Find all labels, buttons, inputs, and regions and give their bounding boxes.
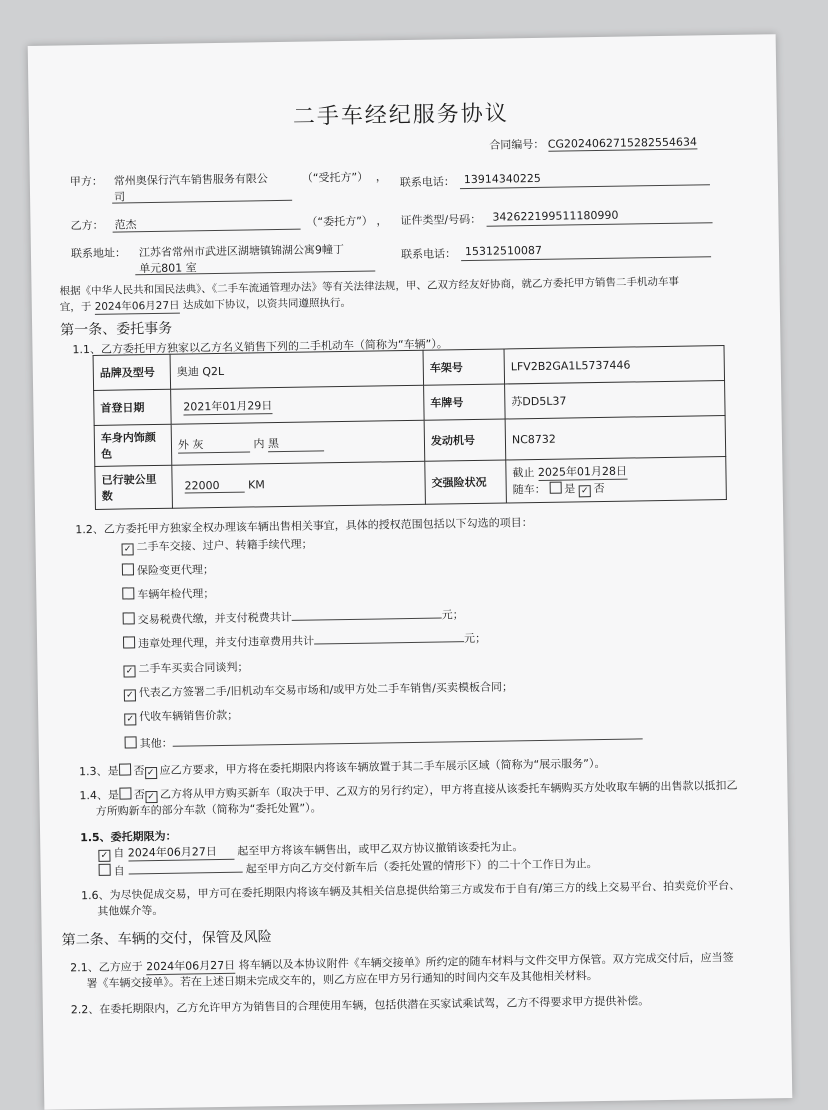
contract-number xyxy=(489,133,697,152)
authority-item xyxy=(122,585,214,602)
clause-1-1: 1.1、乙方委托甲方独家以乙方名义销售下列的二手机动车（简称为“车辆”）。 xyxy=(72,337,448,357)
vehicle-info-table xyxy=(93,345,727,510)
party-a-name-cont: 司 xyxy=(113,190,126,204)
authority-label: 车辆年检代理； xyxy=(137,587,215,602)
term-1-checkbox[interactable]: ✓ xyxy=(98,850,110,862)
engine-value: NC8732 xyxy=(505,416,726,460)
authority-label: 保险变更代理； xyxy=(136,563,215,578)
color-label: 车身内饰颜色 xyxy=(94,424,172,466)
preamble-line-2 xyxy=(60,295,351,316)
reg-date-value: 2021年01月29日 xyxy=(183,398,273,414)
insurance-label: 交强险状况 xyxy=(425,460,507,504)
clause-1-4 xyxy=(79,777,737,804)
clause-text: 2.1、乙方应于 xyxy=(70,960,143,975)
c14-yes-checkbox[interactable] xyxy=(119,787,131,799)
authority-checkbox[interactable] xyxy=(122,563,134,575)
document-title: 二手车经纪服务协议 xyxy=(292,101,510,130)
authority-item xyxy=(121,536,312,556)
insurance-until-prefix: 截止 xyxy=(512,466,535,480)
authority-label: 二手车买卖合同谈判； xyxy=(138,660,249,676)
authority-checkbox[interactable] xyxy=(123,612,135,624)
authority-checkbox[interactable] xyxy=(122,587,134,599)
mileage-cell xyxy=(172,461,426,508)
vin-value: LFV2B2GA1L5737446 xyxy=(504,346,725,384)
address-label: 联系地址： xyxy=(70,246,127,261)
insurance-yes-checkbox[interactable] xyxy=(549,482,561,494)
comma: ， xyxy=(375,170,387,184)
mileage-unit: KM xyxy=(248,478,265,492)
c14-no-checkbox[interactable]: ✓ xyxy=(145,791,157,803)
fill-in-blank[interactable] xyxy=(314,629,464,644)
insurance-cell xyxy=(506,457,727,503)
authority-checkbox[interactable]: ✓ xyxy=(124,689,136,701)
authority-item xyxy=(124,678,513,701)
yes-label: 是 xyxy=(564,482,576,496)
clause-1-6-cont: 其他媒介等。 xyxy=(97,903,164,918)
authority-label: 代收车辆销售价款； xyxy=(139,708,239,724)
authority-label: 交易税费代缴，并支付税费共计 xyxy=(137,610,292,627)
party-a-name: 常州奥保行汽车销售服务有限公 xyxy=(113,172,268,188)
id-type-label: 证件类型/号码： xyxy=(400,212,482,228)
currency-suffix: 元； xyxy=(463,631,487,646)
reg-date-label: 首登日期 xyxy=(94,389,172,425)
party-b-phone-label: 联系电话： xyxy=(400,247,457,262)
fill-in-blank[interactable] xyxy=(173,726,643,746)
clause-number: 1.4、是 xyxy=(79,788,120,803)
contract-page xyxy=(28,34,793,1110)
mileage-label: 已行驶公里数 xyxy=(95,465,173,509)
fill-in-blank[interactable] xyxy=(292,606,442,621)
authority-item xyxy=(123,659,248,678)
preamble-text: 宜，于 xyxy=(59,300,92,314)
contract-number-value: CG2024062715282554634 xyxy=(547,135,698,151)
reg-date-cell xyxy=(171,385,425,424)
authority-label: 违章处理代理，并支付违章费用共计 xyxy=(137,634,315,651)
clause-text: 应乙方要求，甲方将在委托期限内将该车辆放置于其二手车展示区域（简称为“展示服务”）。 xyxy=(159,756,606,777)
interior-prefix: 内 xyxy=(253,436,265,450)
term-text: 起至甲方将该车辆售出，或甲乙双方协议撤销该委托为止。 xyxy=(237,840,524,858)
c13-yes-checkbox[interactable] xyxy=(118,763,130,775)
interior-color: 黑 xyxy=(268,434,324,452)
clause-number: 1.3、是 xyxy=(78,764,119,779)
party-b-role: （“委托方”） xyxy=(306,214,373,229)
with-car-label: 随车： xyxy=(512,482,546,497)
no-label: 否 xyxy=(133,764,145,778)
preamble-text: 达成如下协议，以资共同遵照执行。 xyxy=(182,296,352,312)
clause-2-2: 2.2、在委托期限内，乙方允许甲方为销售目的合理使用车辆，包括供潜在买家试乘试驾，乙方不得要求甲方提供补偿。 xyxy=(70,994,650,1017)
article-2-title: 第二条、车辆的交付，保管及风险 xyxy=(61,929,272,949)
brand-label: 品牌及型号 xyxy=(93,354,171,390)
c13-no-checkbox[interactable]: ✓ xyxy=(145,767,157,779)
authority-label: 代表乙方签署二手/旧机动车交易市场和/或甲方处二手车销售/买卖模板合同； xyxy=(138,680,514,700)
authority-checkbox[interactable]: ✓ xyxy=(124,713,136,725)
authority-checkbox[interactable] xyxy=(123,636,135,648)
authority-item xyxy=(123,605,464,627)
contract-number-label: 合同编号： xyxy=(489,137,545,152)
plate-value: 苏DD5L37 xyxy=(505,381,726,419)
party-a-phone: 13914340225 xyxy=(463,171,541,187)
insurance-with-car xyxy=(513,478,720,498)
term-2-checkbox[interactable] xyxy=(99,864,111,876)
from-label: 自 xyxy=(113,864,125,878)
authority-checkbox[interactable]: ✓ xyxy=(122,543,134,555)
engine-label: 发动机号 xyxy=(424,419,506,461)
address-line-1: 江苏省常州市武进区湖塘镇锦湖公寓9幢丁 xyxy=(138,242,345,260)
authority-checkbox[interactable] xyxy=(125,736,137,748)
party-b-name: 范杰 xyxy=(114,218,137,232)
authority-item xyxy=(123,629,486,652)
clause-1-6: 1.6、为尽快促成交易，甲方可在委托期限内将该车辆及其相关信息提供给第三方或发布于自有/第三方的线上交易平台、拍卖竞价平台、 xyxy=(80,878,741,903)
address-line-2: 单元801 室 xyxy=(139,261,197,276)
clause-1-2: 1.2、乙方委托甲方独家全权办理该车辆出售相关事宜，具体的授权范围包括以下勾选的项目： xyxy=(75,516,533,537)
party-a-label: 甲方： xyxy=(69,174,103,189)
authority-item xyxy=(124,707,238,726)
color-cell xyxy=(171,420,425,465)
vin-label: 车架号 xyxy=(423,349,505,385)
clause-1-3 xyxy=(79,755,606,780)
authority-label: 其他： xyxy=(139,736,173,751)
party-a-role: （“受托方”） xyxy=(301,170,369,185)
party-b-label: 乙方： xyxy=(70,218,104,233)
clause-text: 将车辆以及本协议附件《车辆交接单》所约定的随车材料与文件交甲方保管。双方完成交付后，应当签 xyxy=(238,950,734,972)
mileage-value: 22000 xyxy=(185,479,245,494)
comma: ， xyxy=(376,214,388,228)
agreement-date: 2024年06月27日 xyxy=(94,299,180,313)
currency-suffix: 元； xyxy=(441,608,464,622)
insurance-no-checkbox[interactable]: ✓ xyxy=(579,485,591,497)
term-start-date: 2024年06月27日 xyxy=(128,843,234,862)
party-a-phone-label: 联系电话： xyxy=(399,175,455,190)
party-b-id: 342622199511180990 xyxy=(492,208,619,224)
clause-1-4-cont: 方所购新车的部分车款（简称为“委托处置”）。 xyxy=(95,801,322,818)
clause-2-1-cont: 署《车辆交接单》。若在上述日期未完成交车的，则乙方应在甲方另行通知的时间内交车及其他相关材料。 xyxy=(86,969,598,991)
no-label: 否 xyxy=(133,788,146,802)
authority-checkbox[interactable]: ✓ xyxy=(123,665,135,677)
from-label: 自 xyxy=(113,846,125,860)
exterior-color: 外 灰 xyxy=(178,435,250,453)
authority-item xyxy=(125,726,643,751)
authority-label: 二手车交接、过户、转籍手续代理； xyxy=(136,537,313,554)
authority-item xyxy=(122,561,214,578)
brand-value: 奥迪 Q2L xyxy=(170,350,424,389)
clause-text: 乙方将从甲方购买新车（取决于甲、乙双方的另行约定），甲方将直接从该委托车辆购买方处收取车辆的出售款以抵扣乙 xyxy=(159,778,738,801)
plate-label: 车牌号 xyxy=(424,384,506,420)
table-row xyxy=(95,457,727,510)
party-b-phone: 15312510087 xyxy=(464,243,543,259)
clause-1-5-title: 1.5、委托期限为： xyxy=(80,829,177,845)
insurance-until-date: 2025年01月28日 xyxy=(537,464,628,479)
handover-date: 2024年06月27日 xyxy=(146,958,236,974)
no-label: 否 xyxy=(593,481,605,496)
article-1-title: 第一条、委托事务 xyxy=(60,320,173,339)
term-text: 起至甲方向乙方交付新车后（委托处置的情形下）的二十个工作日为止。 xyxy=(245,857,598,876)
preamble-line-1: 根据《中华人民共和国民法典》、《二手车流通管理办法》等有关法律法规，甲、乙双方经友好协商，就乙方委托甲方销售二手机动车事 xyxy=(59,275,680,298)
